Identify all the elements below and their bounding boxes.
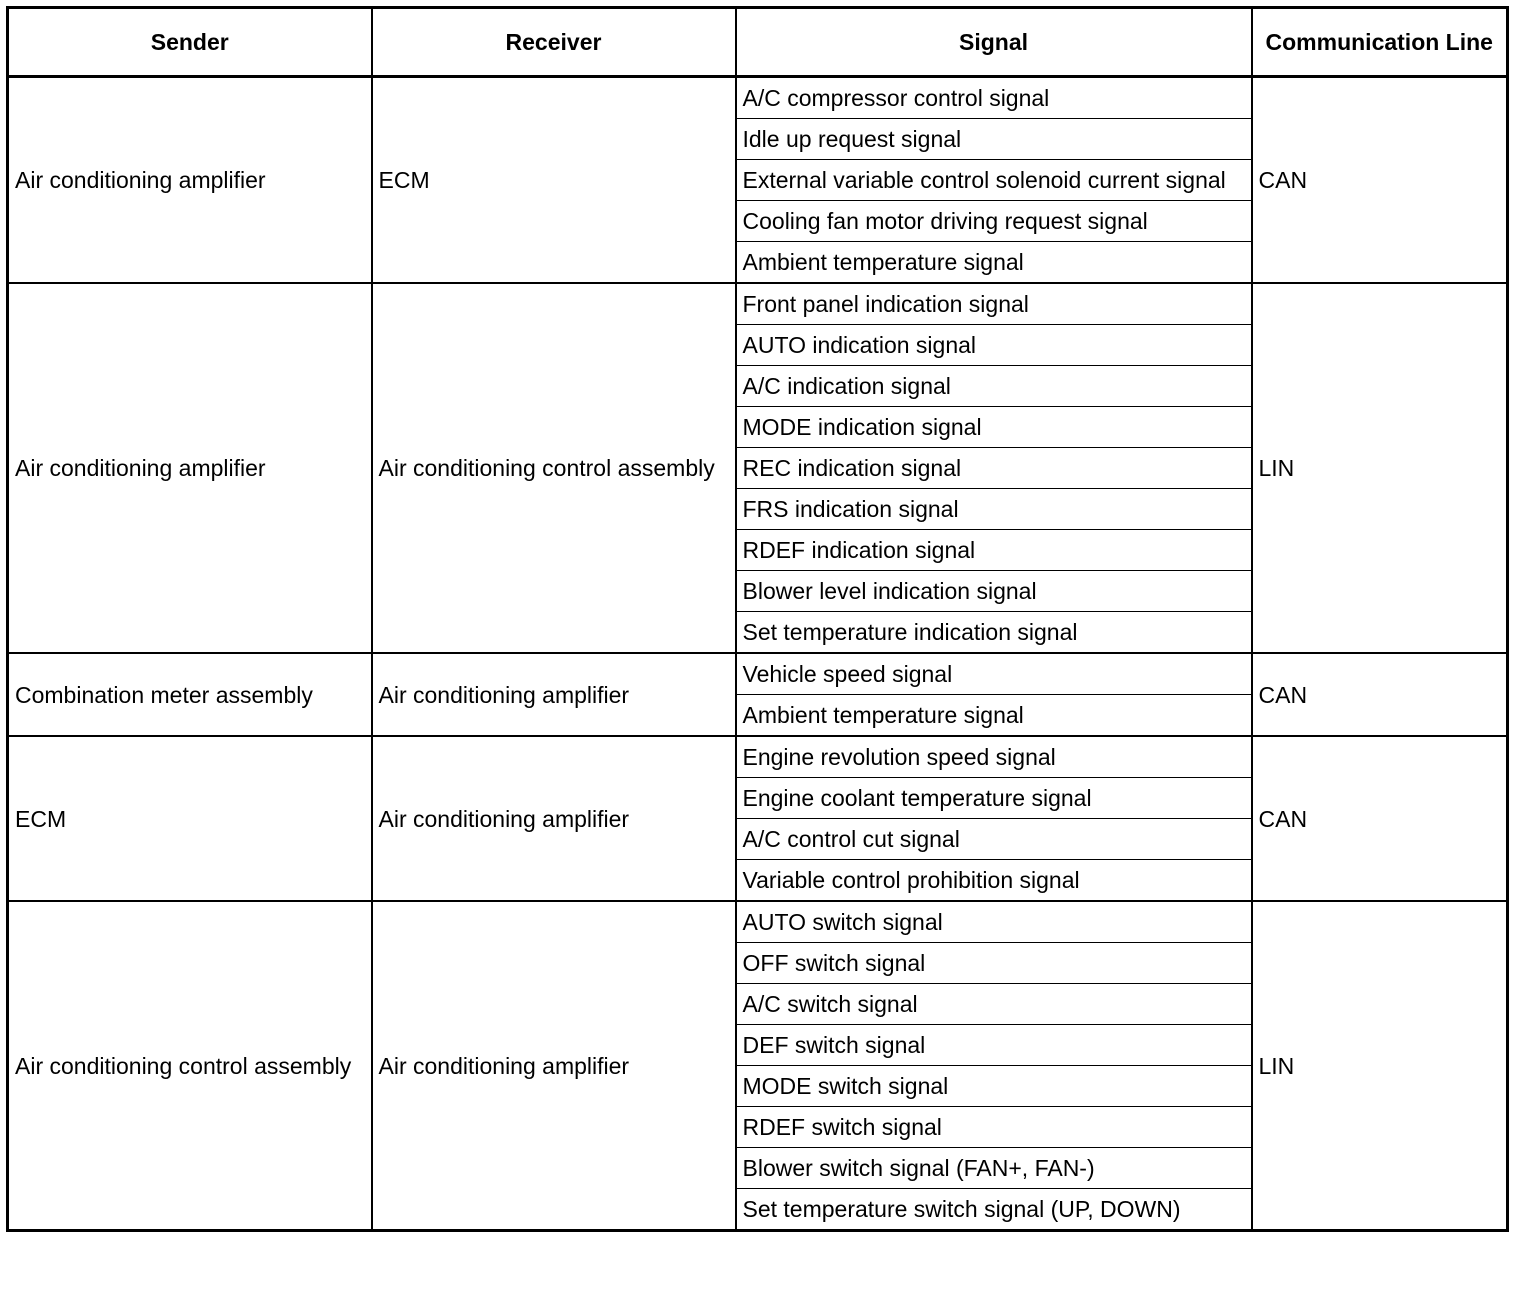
sender-cell: ECM — [8, 736, 372, 901]
table-row — [8, 736, 1508, 778]
signal-cell: MODE switch signal — [736, 1066, 1252, 1107]
signal-cell: Set temperature switch signal (UP, DOWN) — [736, 1189, 1252, 1231]
signal-cell: REC indication signal — [736, 448, 1252, 489]
signal-cell: Vehicle speed signal — [736, 653, 1252, 695]
signal-cell: Ambient temperature signal — [736, 242, 1252, 284]
signal-cell: Variable control prohibition signal — [736, 860, 1252, 902]
signal-cell: A/C switch signal — [736, 984, 1252, 1025]
signal-cell: FRS indication signal — [736, 489, 1252, 530]
sender-cell: Air conditioning control assembly — [8, 901, 372, 1231]
table-row — [8, 901, 1508, 943]
header-signal: Signal — [736, 8, 1252, 77]
sender-cell: Air conditioning amplifier — [8, 283, 372, 653]
receiver-cell: ECM — [372, 77, 736, 284]
signal-cell: Set temperature indication signal — [736, 612, 1252, 654]
signal-cell: Engine revolution speed signal — [736, 736, 1252, 778]
signal-cell: Blower switch signal (FAN+, FAN-) — [736, 1148, 1252, 1189]
signal-cell: A/C indication signal — [736, 366, 1252, 407]
receiver-cell: Air conditioning amplifier — [372, 901, 736, 1231]
table-row — [8, 653, 1508, 695]
signal-cell: AUTO switch signal — [736, 901, 1252, 943]
signal-cell: RDEF switch signal — [736, 1107, 1252, 1148]
signal-cell: Cooling fan motor driving request signal — [736, 201, 1252, 242]
communication-line-cell: LIN — [1252, 901, 1508, 1231]
signal-cell: External variable control solenoid current signal — [736, 160, 1252, 201]
receiver-cell: Air conditioning amplifier — [372, 653, 736, 736]
table-body — [8, 77, 1508, 1231]
signal-cell: MODE indication signal — [736, 407, 1252, 448]
signal-cell: RDEF indication signal — [736, 530, 1252, 571]
communication-line-cell: CAN — [1252, 736, 1508, 901]
signal-cell: AUTO indication signal — [736, 325, 1252, 366]
signal-cell: Blower level indication signal — [736, 571, 1252, 612]
header-row — [8, 8, 1508, 77]
signal-cell: Idle up request signal — [736, 119, 1252, 160]
communication-line-cell: CAN — [1252, 653, 1508, 736]
signal-cell: A/C control cut signal — [736, 819, 1252, 860]
communication-table — [6, 6, 1509, 1232]
communication-line-cell: CAN — [1252, 77, 1508, 284]
communication-line-cell: LIN — [1252, 283, 1508, 653]
signal-cell: A/C compressor control signal — [736, 77, 1252, 119]
signal-cell: Engine coolant temperature signal — [736, 778, 1252, 819]
header-communication-line: Communication Line — [1252, 8, 1508, 77]
table-row — [8, 283, 1508, 325]
sender-cell: Air conditioning amplifier — [8, 77, 372, 284]
signal-cell: Front panel indication signal — [736, 283, 1252, 325]
signal-cell: Ambient temperature signal — [736, 695, 1252, 737]
signal-cell: DEF switch signal — [736, 1025, 1252, 1066]
receiver-cell: Air conditioning amplifier — [372, 736, 736, 901]
table-row — [8, 77, 1508, 119]
signal-cell: OFF switch signal — [736, 943, 1252, 984]
header-receiver: Receiver — [372, 8, 736, 77]
receiver-cell: Air conditioning control assembly — [372, 283, 736, 653]
header-sender: Sender — [8, 8, 372, 77]
sender-cell: Combination meter assembly — [8, 653, 372, 736]
